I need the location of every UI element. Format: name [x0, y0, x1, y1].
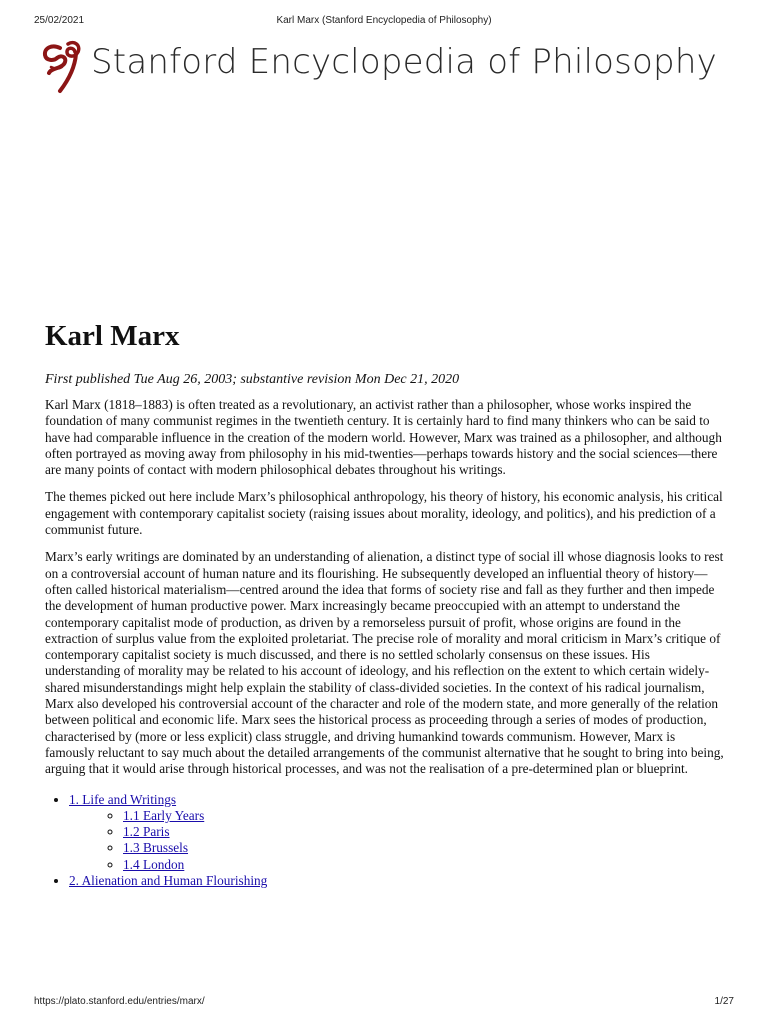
entry-title: Karl Marx	[45, 320, 180, 352]
toc-link-london[interactable]: 1.4 London	[123, 856, 185, 872]
print-page-title: Karl Marx (Stanford Encyclopedia of Philosophy)	[276, 15, 492, 26]
toc-link-early-years[interactable]: 1.1 Early Years	[123, 807, 205, 823]
site-name[interactable]: Stanford Encyclopedia of Philosophy	[91, 42, 717, 82]
toc-item	[123, 808, 725, 824]
toc-link-brussels[interactable]: 1.3 Brussels	[123, 840, 189, 856]
main-content	[45, 318, 725, 889]
sep-logo-icon[interactable]	[40, 36, 84, 94]
site-header	[40, 36, 717, 96]
print-url: https://plato.stanford.edu/entries/marx/	[34, 996, 205, 1007]
preamble	[45, 397, 725, 778]
table-of-contents	[45, 792, 725, 890]
toc-item	[69, 873, 725, 889]
preamble-paragraph: Marx’s early writings are dominated by an understanding of alienation, a distinct type of social ill whose diagnosis looks to rest on a controversial account of human nature and its flourishing. He subsequently developed an influential theory of history—often called historical materialism—centred around the idea that forms of society rise and fall as they further and then impede the development of human productive power. Marx increasingly became preoccupied with an attempt to understand the contemporary capitalist mode of production, as driven by a remorseless pursuit of profit, whose origins are found in the extraction of surplus value from the exploited proletariat. The precise role of morality and moral criticism in Marx’s critique of contemporary capitalist society is much discussed, and there is no settled scholarly consensus on these issues. His understanding of morality may be related to his account of ideology, and his reflection on the extent to which certain widely-shared misunderstandings might help explain the stability of class-divided societies. In the context of his radical journalism, Marx also developed his controversial account of the character and role of the modern state, and more generally of the relation between political and economic life. Marx sees the historical process as proceeding through a series of modes of production, characterised by (more or less explicit) class struggle, and driving humankind towards communism. However, Marx is famously reluctant to say much about the detailed arrangements of the communist alternative that he sought to bring into being, arguing that it would arise through historical processes, and was not the realisation of a pre-determined plan or blueprint.	[45, 549, 724, 777]
print-footer	[34, 996, 734, 1010]
print-date: 25/02/2021	[34, 15, 85, 26]
preamble-paragraph: The themes picked out here include Marx’s philosophical anthropology, his theory of history, his economic analysis, his critical engagement with contemporary capitalist society (raising issues about morality, ideology, and politics), and his prediction of a communist future.	[45, 489, 723, 538]
toc-item	[123, 840, 725, 856]
toc-link-life-and-writings[interactable]: 1. Life and Writings	[69, 791, 177, 807]
toc-item	[123, 857, 725, 873]
toc-link-paris[interactable]: 1.2 Paris	[123, 824, 170, 840]
print-header	[34, 15, 734, 29]
toc-item	[69, 792, 725, 873]
preamble-paragraph: Karl Marx (1818–1883) is often treated as a revolutionary, an activist rather than a philosopher, whose works inspired the foundation of many communist regimes in the twentieth century. It is certainly hard to find many thinkers who can be said to have had comparable influence in the creation of the modern world. However, Marx was trained as a philosopher, and although often portrayed as moving away from philosophy in his mid-twenties—perhaps towards history and the social sciences—there are many points of contact with modern philosophical debates throughout his writings.	[45, 397, 722, 478]
print-page-number: 1/27	[714, 996, 734, 1007]
toc-sublist	[69, 808, 725, 873]
toc-link-alienation[interactable]: 2. Alienation and Human Flourishing	[69, 873, 268, 889]
toc-item	[123, 824, 725, 840]
publication-info: First published Tue Aug 26, 2003; substantive revision Mon Dec 21, 2020	[45, 372, 460, 387]
